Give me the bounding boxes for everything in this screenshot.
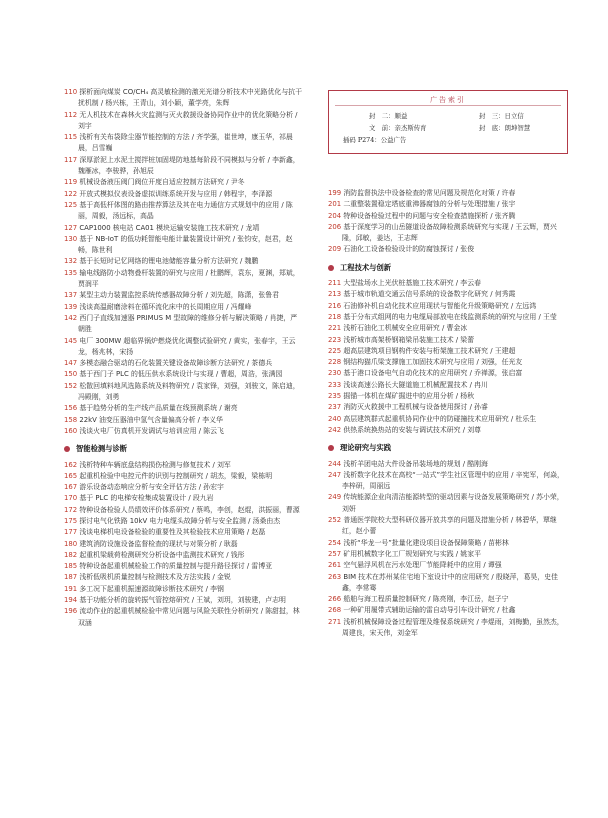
page-number: 263 — [328, 572, 342, 581]
toc-entry — [64, 505, 304, 516]
page-number: 191 — [64, 584, 78, 593]
entry-title: 基于高低杆体图的路由推荐算法及其在电力通信方式规划中的应用 / 陈丽，周毅，汤远标，高晶 — [78, 200, 293, 221]
toc-entry — [328, 605, 568, 616]
toc-entry — [64, 87, 304, 110]
toc-entry — [328, 368, 568, 379]
entry-title: 传统能源企业向清洁能源转型的驱动因素与设备发展策略研究 / 苏小荣，刘妍 — [342, 493, 564, 513]
entry-title: 输电线路防小动物叠杆装置的研究与应用 / 杜鹏辉，袁东，夏渊，郑斌，贾润平 — [78, 268, 300, 289]
entry-title: 基于趋势分析的生产线产品质量在线预测系统 / 谢亮 — [79, 404, 238, 413]
toc-entry — [328, 492, 568, 515]
page-number: 237 — [328, 403, 342, 412]
page-number: 235 — [328, 392, 342, 401]
toc-entry — [328, 617, 568, 640]
entry-title: 掘锚一体机在煤矿掘进中的应用分析 / 杨秋 — [343, 392, 475, 401]
entry-title: 超高层建筑项目钢构件安装与桁架施工技术研究 / 王建超 — [343, 346, 516, 355]
toc-entry — [328, 572, 568, 595]
page-number: 160 — [64, 426, 78, 435]
entry-title: 浅析有关布袋除尘器节能控制的方法 / 齐学强，崔世坤，康玉华，祁晨晨，吕雪巍 — [78, 133, 293, 153]
toc-entry — [64, 415, 304, 426]
entry-title: 空气悬浮风机在污水处理厂节能降耗中的应用 / 谭强 — [343, 561, 502, 570]
entry-title: 基于城市轨道交通云信号系统的设备数字化研究 / 何秀霞 — [343, 290, 516, 299]
toc-entry — [64, 336, 304, 359]
page-number: 199 — [328, 189, 342, 197]
entry-title: 基于功能分析的旋转振气管控熔研究 / 王斌，刘玥，刘骏建，卢志明 — [79, 596, 286, 605]
ad-item: 封 三：日立信 — [479, 112, 524, 120]
toc-entry — [64, 460, 304, 471]
section-heading — [328, 442, 568, 453]
toc-entry — [328, 199, 568, 210]
entry-title: 22kV 油变压器油中氢气含量偏高分析 / 李义华 — [79, 415, 223, 424]
entry-title: 基于港口设备电气自动化技术的应用研究 / 乔禅源，张启富 — [343, 369, 523, 378]
page-number: 261 — [328, 561, 342, 570]
entry-title: 二重整装置稳定塔底重沸器腐蚀的分析与处理措施 / 张宇 — [343, 200, 516, 209]
ad-index-title: 广告索引 — [430, 96, 466, 104]
page-number: 127 — [64, 223, 78, 232]
page-number: 213 — [328, 290, 342, 299]
entry-title: 建筑消防设施设备监督检查的现状与对策分析 / 耿磊 — [79, 539, 238, 548]
entry-title: 起重机梁载荷检测研究分析设备中监测技术研究 / 钱彤 — [79, 550, 245, 559]
toc-entry — [328, 425, 568, 436]
page-number: 252 — [328, 516, 342, 525]
toc-entry — [64, 290, 304, 301]
page-number: 152 — [64, 381, 78, 390]
entry-title: 机械设备液压阀门阀位开度自适应控制方法研究 / 尹冬 — [79, 178, 245, 187]
toc-entry — [64, 426, 304, 437]
section-heading — [64, 443, 304, 454]
toc-entry — [328, 402, 568, 413]
page-number: 115 — [64, 133, 78, 142]
entry-title: 多工况下起重机振速源故障诊断技术研究 / 李钢 — [79, 584, 224, 593]
toc-entry — [64, 482, 304, 493]
page-number: 249 — [328, 493, 342, 502]
entry-title: 矿用机械数字化工厂规划研究与实践 / 姚家平 — [343, 549, 481, 558]
page-number: 216 — [328, 301, 342, 310]
page-number: 130 — [64, 234, 78, 243]
page-number: 139 — [64, 302, 78, 311]
toc-entry — [328, 538, 568, 549]
entry-title: 起重机检验中电控元件的识别与控制研究 / 胡杰，梁毅，梁栋明 — [79, 471, 273, 480]
toc-entry — [328, 301, 568, 312]
entry-title: 浅析羊团电站大件设备吊装场地的规划 / 酷刚海 — [343, 459, 488, 468]
page-number: 228 — [328, 358, 342, 367]
entry-title: 松散回填料地风选陈系统及料物研究 / 袁家锋，刘强，刘骏文，陈启迪，冯殿刚，刘勇 — [78, 381, 300, 402]
entry-title: 探析面向煤炭 CO/CH₄ 高灵敏检测的激光光谱分析技术中光路优化与抗干扰机制 / 杨兴栋，王青山，刘小颖，董学亮，朱辉 — [78, 88, 302, 108]
toc-entry — [328, 211, 568, 222]
toc-entry — [328, 470, 568, 493]
entry-title: 特种设备检验人员绩效评价体系研究 / 蔡鸣，李创，赵焜，洪振丽，曹源 — [79, 505, 300, 514]
page-number: 117 — [64, 155, 78, 164]
toc-entry — [64, 155, 304, 178]
page-number: 177 — [64, 528, 78, 537]
toc-entry — [64, 189, 304, 200]
section-title: 智能检测与诊断 — [76, 444, 128, 454]
toc-entry — [328, 549, 568, 560]
toc-entry — [328, 323, 568, 334]
toc-entry — [64, 516, 304, 527]
toc-entry — [64, 539, 304, 550]
toc-entry — [328, 222, 568, 245]
toc-entry — [64, 561, 304, 572]
entry-title: 船舶与海工程质量控制研究 / 陈亮刚，李江岳，赵子宁 — [343, 595, 509, 604]
ad-item: 插码 P274：公益广告 — [343, 136, 407, 144]
entry-title: 特种设备起重机械检验工作的质量控制与提升路径探讨 / 雷博亚 — [79, 562, 273, 571]
page-number: 206 — [328, 222, 342, 231]
toc-entry — [328, 391, 568, 402]
ad-row — [343, 135, 406, 144]
entry-title: 探讨电气化铁路 10kV 电力电缆头故障分析与安全监测 / 汤桑由杰 — [79, 516, 281, 525]
entry-group-theory — [328, 459, 568, 640]
entry-title: 浅谈高温耐磨涂料在循环流化床中的长周期应用 / 冯耀峰 — [79, 302, 252, 311]
page-number: 201 — [328, 200, 342, 209]
entry-title: 基于分布式组网的电力电缆局部放电在线监测系统的研究与应用 / 王莹 — [343, 312, 557, 321]
toc-entry — [64, 268, 304, 291]
entry-title: 开放式模拟仪表设备虚拟训练系统开发与应用 / 韩程宇，李泽源 — [79, 189, 273, 198]
entry-title: 浅析数字化技术在高校“一站式”学生社区管理中的应用 / 辛宪军，何焱，李梓研，周丽远 — [342, 470, 564, 491]
toc-entry — [328, 289, 568, 300]
entry-title: 消防灭火救援中工程机械与设备使用探讨 / 孙睿 — [343, 403, 488, 412]
entry-title: 浅谈电梯机电设备检验的重要性及其检验技术应用策略 / 赵磊 — [79, 528, 266, 537]
entry-title: 浅谈火电厂仿真机开发调试与培训应用 / 陈云飞 — [79, 426, 224, 435]
ad-item: 文 前：亲杰斯传育 — [369, 124, 427, 132]
page-number: 162 — [64, 460, 78, 469]
toc-entry — [64, 223, 304, 234]
toc-entry — [328, 594, 568, 605]
toc-left-column — [64, 87, 304, 629]
toc-entry — [64, 584, 304, 595]
section-heading — [328, 262, 568, 273]
page-number: 233 — [328, 380, 342, 389]
toc-entry — [64, 550, 304, 561]
entry-group-engineering — [328, 278, 568, 436]
toc-entry — [328, 380, 568, 391]
entry-title: 基于 PLC 的电梯安检集成装置设计 / 段九岩 — [79, 494, 214, 503]
page-number: 185 — [64, 562, 78, 571]
page-number: 194 — [64, 596, 78, 605]
ad-item: 封 底：朗坤智慧 — [479, 124, 531, 132]
entry-title: BIM 技术在苏州某住宅地下室设计中的应用研究 / 殷晓萍，葛昊，史佳鑫，李常骞 — [342, 572, 558, 592]
bullet-dot-icon — [64, 446, 70, 452]
toc-entry — [64, 302, 304, 313]
page-number: 142 — [64, 313, 78, 322]
page-number: 211 — [328, 279, 342, 288]
entry-title: 一种矿用履带式辅助运输的雷自动导引车设计研究 / 杜鑫 — [343, 606, 516, 615]
toc-entry — [64, 493, 304, 504]
entry-title: 浅谈高速公路长大隧道施工机械配置技术 / 冉川 — [343, 380, 488, 389]
page-number: 218 — [328, 312, 342, 321]
entry-title: 电厂 300MW 超临界锅炉燃烧优化调整试验研究 / 黄实，张春宇，王云龙，杨兆林，宋扬 — [78, 336, 296, 356]
entry-group-right-top — [328, 188, 568, 256]
toc-entry — [64, 403, 304, 414]
page-number: 187 — [64, 573, 78, 582]
page-number: 271 — [328, 617, 342, 626]
toc-entry — [64, 200, 304, 223]
page-number: 172 — [64, 505, 78, 514]
toc-entry — [328, 244, 568, 255]
ad-index-box — [328, 90, 568, 154]
page-number: 156 — [64, 404, 78, 413]
entry-title: 多模态融合驱动的石化装置关键设备故障诊断方法研究 / 茶德兵 — [79, 359, 273, 368]
page-number: 223 — [328, 335, 342, 344]
entry-title: 深厚淤泥上水泥土搅拌桩加固堤防地基每阶段不同模拟与分析 / 李新鑫，魏雁冰，李骏骅，孙旭辰 — [78, 155, 300, 176]
entry-title: 石油修补机自动化技术应用现状与智能化升级策略研究 / 左远鸿 — [343, 301, 537, 310]
entry-group-left-top — [64, 87, 304, 437]
page-number: 150 — [64, 370, 78, 379]
entry-title: 消防监督执法中设备检查的常见问题及规范化对策 / 许春 — [343, 189, 516, 197]
page-number: 119 — [64, 178, 78, 187]
toc-entry — [64, 381, 304, 404]
ad-row — [369, 123, 531, 132]
toc-entry — [328, 560, 568, 571]
page-number: 180 — [64, 539, 78, 548]
entry-title: 大型盐场水上光伏桩基施工技术研究 / 李云春 — [343, 279, 481, 288]
ad-divider — [335, 105, 561, 106]
toc-entry — [64, 595, 304, 606]
toc-entry — [328, 188, 568, 199]
toc-entry — [328, 414, 568, 425]
toc-right-column — [328, 188, 568, 639]
toc-entry — [64, 358, 304, 369]
section-title: 理论研究与实践 — [340, 443, 392, 453]
toc-entry — [64, 313, 304, 336]
entry-title: 浅析机械保障设备过程管理及维保系统研究 / 李焜雨，刘梅勤，虽然杰，周建良，宋天伟，刘金军 — [342, 617, 564, 637]
toc-entry — [64, 256, 304, 267]
entry-title: 西门子直线加速器 PRIMUS M 型故障的维修分析与解决策略 / 肖捷，严朝胜 — [78, 313, 298, 334]
entry-title: 基于深度学习的山岳隧道设备故障检测系统研究与实现 / 王云辉，贾兴隆，邱敏，姜达，王志辉 — [342, 222, 557, 243]
page-number: 230 — [328, 369, 342, 378]
page-number: 132 — [64, 257, 78, 266]
entry-title: 高层建筑群式起重机协同作业中的防碰撞技术应用研究 / 杜乐生 — [343, 414, 537, 423]
entry-title: 浅析“华龙一号”批量化建设项目设备保障策略 / 苗彬林 — [343, 538, 509, 547]
page-number: 145 — [64, 336, 78, 345]
entry-title: 无人机技术在森林火灾监测与灭火救援设备协同作业中的优化策略分析 / 刘宇 — [78, 110, 298, 130]
page-number: 257 — [328, 549, 342, 558]
entry-title: CAP1000 核电站 CA01 模块运输安装施工技术研究 / 龙靖 — [79, 223, 260, 232]
page-number: 268 — [328, 606, 342, 615]
bullet-dot-icon — [328, 445, 334, 451]
page-number: 225 — [328, 346, 342, 355]
entry-group-intelligent — [64, 460, 304, 629]
page-number: 165 — [64, 471, 78, 480]
toc-entry — [64, 110, 304, 133]
toc-entry — [64, 606, 304, 629]
entry-title: 基于 NB-IoT 的低功耗智能电能计量装置设计研究 / 张钧安，赵君，赵畅，陈世利 — [78, 234, 293, 255]
toc-entry — [64, 132, 304, 155]
toc-entry — [64, 471, 304, 482]
page-number: 122 — [64, 189, 78, 198]
entry-title: 流动作业的起重机械检验中常见问题与风险关联性分析研究 / 陈甜挝，林双涵 — [78, 607, 300, 627]
page-number: 110 — [64, 88, 78, 96]
toc-entry — [328, 312, 568, 323]
page-number: 254 — [328, 538, 342, 547]
entry-title: 基于西门子 PLC 的低压供水系统设计与实现 / 曹超，周浩，张满园 — [79, 370, 283, 379]
page-number: 175 — [64, 516, 78, 525]
toc-entry — [64, 527, 304, 538]
entry-title: 浅析特种车辆底盘结构损伤检测与修复技术 / 刘军 — [79, 460, 231, 469]
toc-entry — [328, 335, 568, 346]
page-number: 112 — [64, 110, 78, 119]
ad-row — [369, 111, 524, 120]
page-number: 204 — [328, 211, 342, 220]
page-number: 125 — [64, 200, 78, 209]
page-number: 147 — [64, 359, 78, 368]
page-number: 170 — [64, 494, 78, 503]
entry-title: 游乐设备动态响应分析与安全评估方法 / 孙宏宇 — [79, 483, 224, 492]
entry-title: 普通医学院校大型科研仪器开放共享的问题及措施分析 / 林碧华，覃继红，赵小蕾 — [342, 516, 557, 536]
bullet-dot-icon — [328, 265, 334, 271]
toc-entry — [64, 572, 304, 583]
entry-title: 供热系统换热站的安装与调试技术研究 / 刘尊 — [343, 425, 481, 434]
page-number: 135 — [64, 268, 78, 277]
page-number: 242 — [328, 425, 342, 434]
toc-entry — [328, 515, 568, 538]
page-number: 221 — [328, 324, 342, 333]
entry-title: 特种设备检验过程中的问题与安全检查措施探析 / 张齐腾 — [343, 211, 516, 220]
entry-title: 基于长短时记忆网络的锂电池储能容量分析方法研究 / 魏鹏 — [79, 257, 259, 266]
page-number: 209 — [328, 245, 342, 254]
page-number: 137 — [64, 291, 78, 300]
entry-title: 石油化工设备检验设计的防腐蚀探讨 / 张俊 — [343, 245, 475, 254]
toc-entry — [328, 346, 568, 357]
entry-title: 浅析石油化工机械安全应用研究 / 曹金冰 — [343, 324, 468, 333]
page-number: 167 — [64, 483, 78, 492]
toc-entry — [64, 234, 304, 257]
toc-entry — [64, 369, 304, 380]
toc-entry — [328, 459, 568, 470]
page-number: 244 — [328, 459, 342, 468]
toc-entry — [328, 278, 568, 289]
toc-entry — [328, 357, 568, 368]
page-number: 158 — [64, 415, 78, 424]
entry-title: 钢结构猫爪梁支撑施工加固技术研究与应用 / 刘强，任光友 — [343, 358, 523, 367]
page-number: 247 — [328, 470, 342, 479]
page-number: 182 — [64, 550, 78, 559]
section-title: 工程技术与创新 — [340, 262, 392, 272]
entry-title: 浅析城市高架桥钢箱梁吊装施工技术 / 梁蕾 — [343, 335, 475, 344]
page-number: 196 — [64, 607, 78, 616]
toc-entry — [64, 177, 304, 188]
page-number: 240 — [328, 414, 342, 423]
entry-title: 某型主动力装置监控系统传感器故障分析 / 刘先超，陈潇，张鲁君 — [79, 291, 279, 300]
entry-title: 浅析低吸机质量控制与检测技术及方法实践 / 金锐 — [79, 573, 231, 582]
ad-item: 封 二：顺益 — [369, 112, 408, 120]
page-number: 266 — [328, 595, 342, 604]
